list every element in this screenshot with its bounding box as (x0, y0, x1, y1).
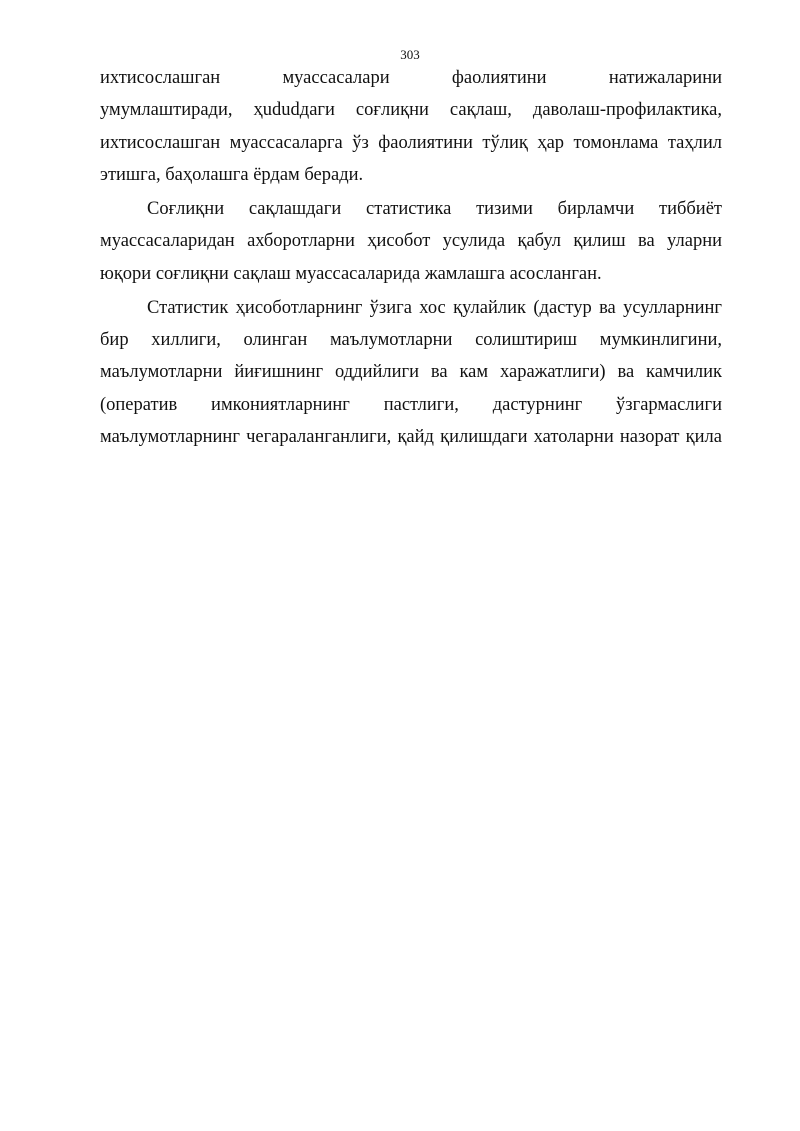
text-line: юқори соғлиқни сақлаш муассасаларида жамлашга асосланган. (100, 263, 602, 284)
text-line: (оператив имкониятларнинг пастлиги, дастурнинг ўзгармаслиги (100, 394, 722, 415)
paragraph-3 (100, 292, 722, 454)
text-line: умумлаштиради, ҳududдаги соғлиқни сақлаш, даволаш-профилактика, (100, 100, 722, 121)
text-line: маълумотларнинг чегараланганлиги, қайд қилишдаги хатоларни назорат қила (100, 427, 722, 448)
text-line: этишга, баҳолашга ёрдам беради. (100, 165, 364, 186)
text-line: маълумотларни йиғишнинг оддийлиги ва кам харажатлиги) ва камчилик (100, 362, 722, 383)
text-line: ихтисослашган муассасаларга ўз фаолиятини тўлиқ ҳар томонлама таҳлил (100, 132, 722, 153)
body-text (100, 62, 722, 453)
text-line: Статистик ҳисоботларнинг ўзига хос қулайлик (дастур ва усулларнинг (147, 297, 722, 318)
text-line: Соғлиқни сақлашдаги статистика тизими бирламчи тиббиёт (147, 198, 722, 219)
page-number: 303 (400, 47, 420, 62)
paragraph-1 (100, 62, 722, 192)
text-line: бир хиллиги, олинган маълумотларни солиштириш мумкинлигини, (100, 329, 722, 350)
paragraph-2 (100, 193, 722, 290)
text-line: муассасаларидан ахборотларни ҳисобот усулида қабул қилиш ва уларни (100, 231, 722, 252)
text-line: ихтисослашган муассасалари фаолиятини натижаларини (100, 68, 722, 88)
